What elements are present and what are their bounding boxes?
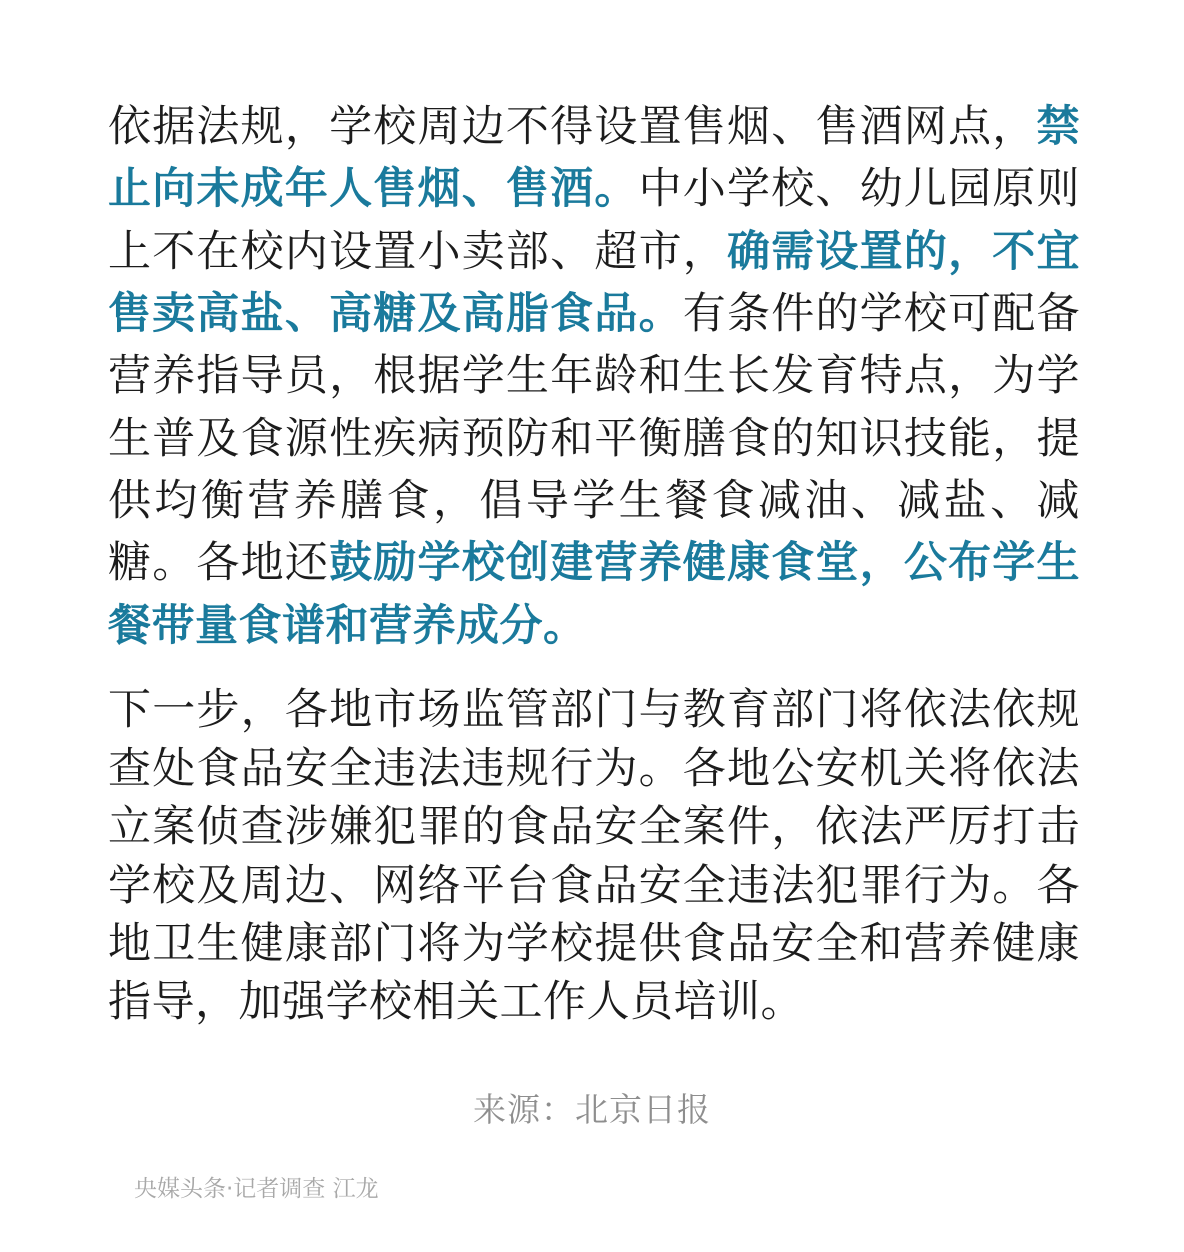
article-body <box>108 96 1080 1032</box>
footer-credit: 央媒头条·记者调查 江龙 <box>134 1176 379 1202</box>
paragraph-1 <box>108 96 1080 657</box>
paragraph-1-text: 依据法规，学校周边不得设置售烟、售酒网点， <box>108 102 1037 152</box>
highlight-text: 禁止向未成年人售烟、售酒。 <box>108 102 1080 215</box>
highlight-text: 确需设置的，不宜售卖高盐、高糖及高脂食品。 <box>108 226 1080 340</box>
paragraph-1-text: 中小学校、幼儿园原则上不在校内设置小卖部、超市， <box>108 164 1081 277</box>
paragraph-2: 下一步，各地市场监管部门与教育部门将依法依规查处食品安全违法违规行为。各地公安机关将依法立案侦查涉嫌犯罪的食品安全案件，依法严厉打击学校及周边、网络平台食品安全违法犯罪行为。各地卫生健康部门将为学校提供食品安全和营养健康指导，加强学校相关工作人员培训。 <box>108 685 1080 1028</box>
source-line: 来源：北京日报 <box>473 1090 711 1129</box>
highlight-text: 鼓励学校创建营养健康食堂，公布学生餐带量食谱和营养成分。 <box>108 538 1081 651</box>
paragraph-1-text: 有条件的学校可配备营养指导员，根据学生年龄和生长发育特点，为学生普及食源性疾病预防和平衡膳食的知识技能，提供均衡营养膳食，倡导学生餐食减油、减盐、减糖。各地还 <box>108 289 1081 589</box>
